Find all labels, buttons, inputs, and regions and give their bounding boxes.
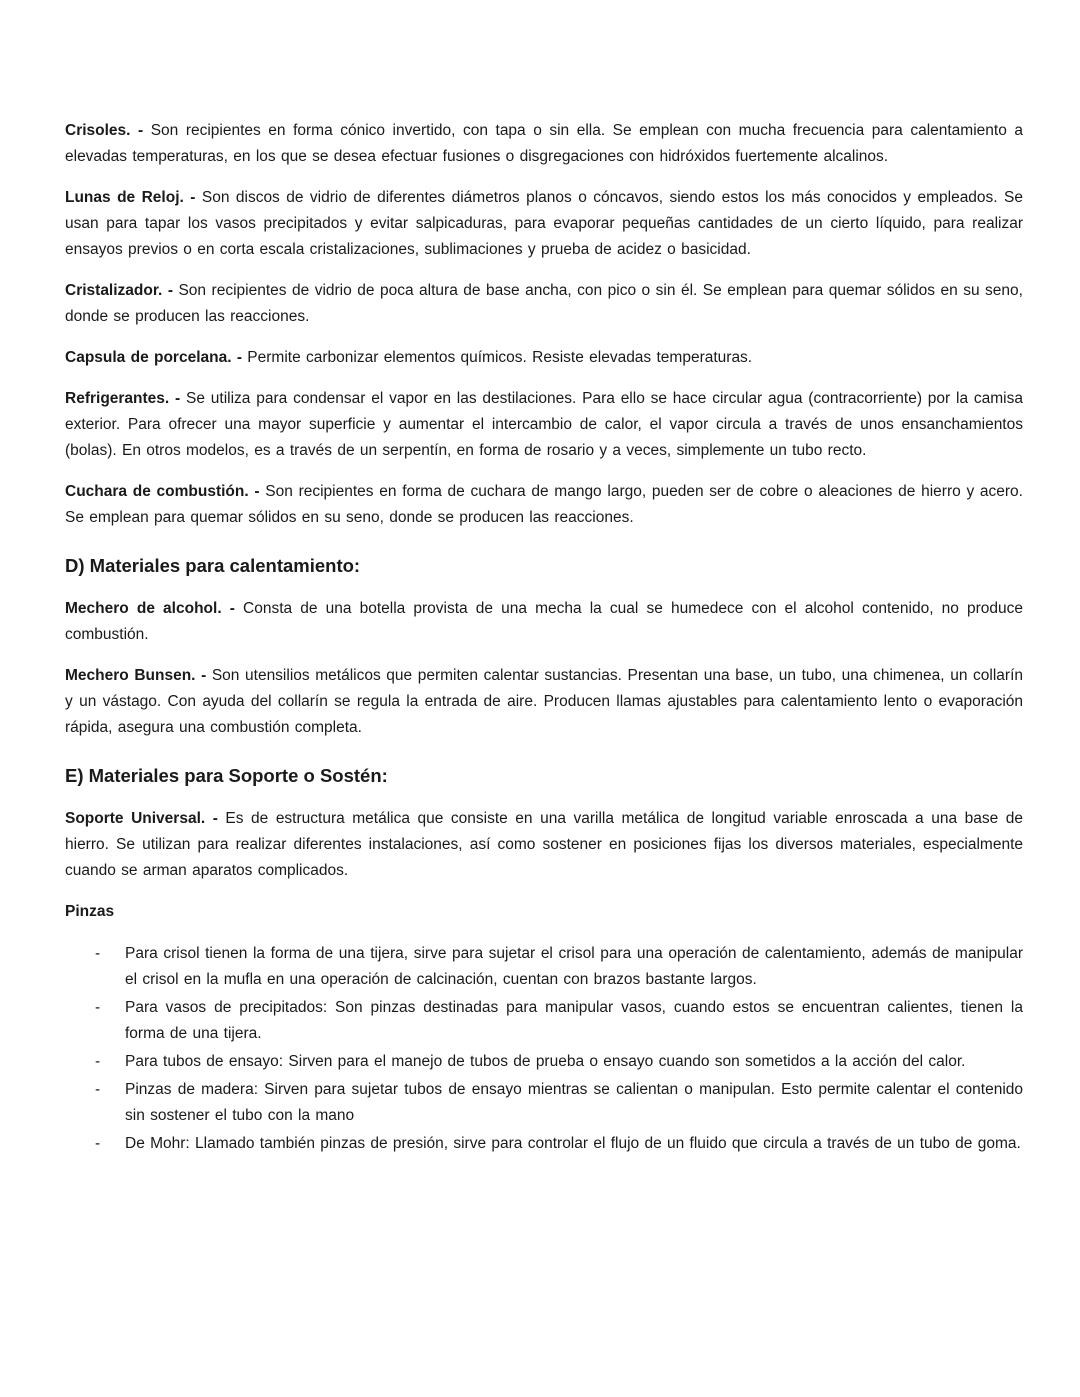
paragraph (65, 386, 1023, 464)
paragraph (65, 185, 1023, 263)
dash-bullet: - (95, 1135, 101, 1152)
list-item-text: De Mohr: Llamado también pinzas de presión, sirve para controlar el flujo de un fluido que circula a través de un tubo de goma. (125, 1135, 1021, 1152)
dash-bullet: - (95, 1081, 101, 1098)
list-item-text: Para tubos de ensayo: Sirven para el manejo de tubos de prueba o ensayo cuando son sometidos a la acción del calor. (125, 1053, 966, 1070)
term-label: Soporte Universal. - (65, 810, 218, 827)
dash-bullet: - (95, 999, 101, 1016)
term-definition: Son recipientes en forma de cuchara de mango largo, pueden ser de cobre o aleaciones de hierro y acero. Se emplean para quemar sólidos en su seno, donde se producen las reacciones. (65, 483, 1023, 526)
paragraph (65, 806, 1023, 884)
term-definition: Es de estructura metálica que consiste en una varilla metálica de longitud variable enroscada a una base de hierro. Se utilizan para realizar diferentes instalaciones, así como sostener en posiciones fijas los diversos materiales, especialmente cuando se arman aparatos complicados. (65, 810, 1023, 879)
term-definition: Son recipientes en forma cónico invertido, con tapa o sin ella. Se emplean con mucha frecuencia para calentamiento a elevadas temperaturas, en los que se desea efectuar fusiones o disgregaciones con hidróxidos fuertemente alcalinos. (65, 122, 1023, 165)
term-definition: Son utensilios metálicos que permiten calentar sustancias. Presentan una base, un tubo, una chimenea, un collarín y un vástago. Con ayuda del collarín se regula la entrada de aire. Producen llamas ajustables para calentamiento lento o evaporación rápida, asegura una combustión completa. (65, 667, 1023, 736)
term-label: Cuchara de combustión. - (65, 483, 260, 500)
paragraph (65, 479, 1023, 531)
term-label: Mechero Bunsen. - (65, 667, 207, 684)
list-item-text: Para crisol tienen la forma de una tijera, sirve para sujetar el crisol para una operación de calentamiento, además de manipular el crisol en la mufla en una operación de calcinación, cuentan con brazos bastante largos. (125, 945, 1023, 988)
dash-bullet: - (95, 1053, 101, 1070)
term-definition: Permite carbonizar elementos químicos. Resiste elevadas temperaturas. (242, 349, 753, 366)
list-item-text: Para vasos de precipitados: Son pinzas destinadas para manipular vasos, cuando estos se encuentran calientes, tienen la forma de una tijera. (125, 999, 1023, 1042)
term-label: Lunas de Reloj. - (65, 189, 196, 206)
term-definition: Son recipientes de vidrio de poca altura de base ancha, con pico o sin él. Se emplean para quemar sólidos en su seno, donde se producen las reacciones. (65, 282, 1023, 325)
document-body (65, 118, 1023, 1157)
term-definition: Se utiliza para condensar el vapor en las destilaciones. Para ello se hace circular agua (contracorriente) por la camisa exterior. Para ofrecer una mayor superficie y aumentar el intercambio de calor, el vapor circula a través de unos ensanchamientos (bolas). En otros modelos, es a través de un serpentín, en forma de rosario y a veces, simplemente un tubo recto. (65, 390, 1023, 459)
sub-heading: Pinzas (65, 903, 115, 920)
term-label: Capsula de porcelana. - (65, 349, 242, 366)
paragraph (65, 118, 1023, 170)
section-heading: E) Materiales para Soporte o Sostén: (65, 765, 388, 786)
list-item (65, 995, 1023, 1047)
paragraph (65, 663, 1023, 741)
term-definition: Consta de una botella provista de una mecha la cual se humedece con el alcohol contenido, no produce combustión. (65, 600, 1023, 643)
dash-list (65, 941, 1023, 1157)
list-item-text: Pinzas de madera: Sirven para sujetar tubos de ensayo mientras se calientan o manipulan. Esto permite calentar el contenido sin sostener el tubo con la mano (125, 1081, 1023, 1124)
list-item (65, 1049, 1023, 1075)
term-definition: Son discos de vidrio de diferentes diámetros planos o cóncavos, siendo estos los más conocidos y empleados. Se usan para tapar los vasos precipitados y evitar salpicaduras, para evaporar pequeñas cantidades de un cierto líquido, para realizar ensayos previos o en corta escala cristalizaciones, sublimaciones y prueba de acidez o basicidad. (65, 189, 1024, 258)
term-label: Mechero de alcohol. - (65, 600, 235, 617)
paragraph (65, 596, 1023, 648)
list-item (65, 1131, 1023, 1157)
list-item (65, 1077, 1023, 1129)
dash-bullet: - (95, 945, 101, 962)
paragraph (65, 345, 1023, 371)
term-label: Cristalizador. - (65, 282, 173, 299)
section-heading: D) Materiales para calentamiento: (65, 555, 361, 576)
term-label: Crisoles. - (65, 122, 144, 139)
term-label: Refrigerantes. - (65, 390, 181, 407)
paragraph (65, 278, 1023, 330)
list-item (65, 941, 1023, 993)
